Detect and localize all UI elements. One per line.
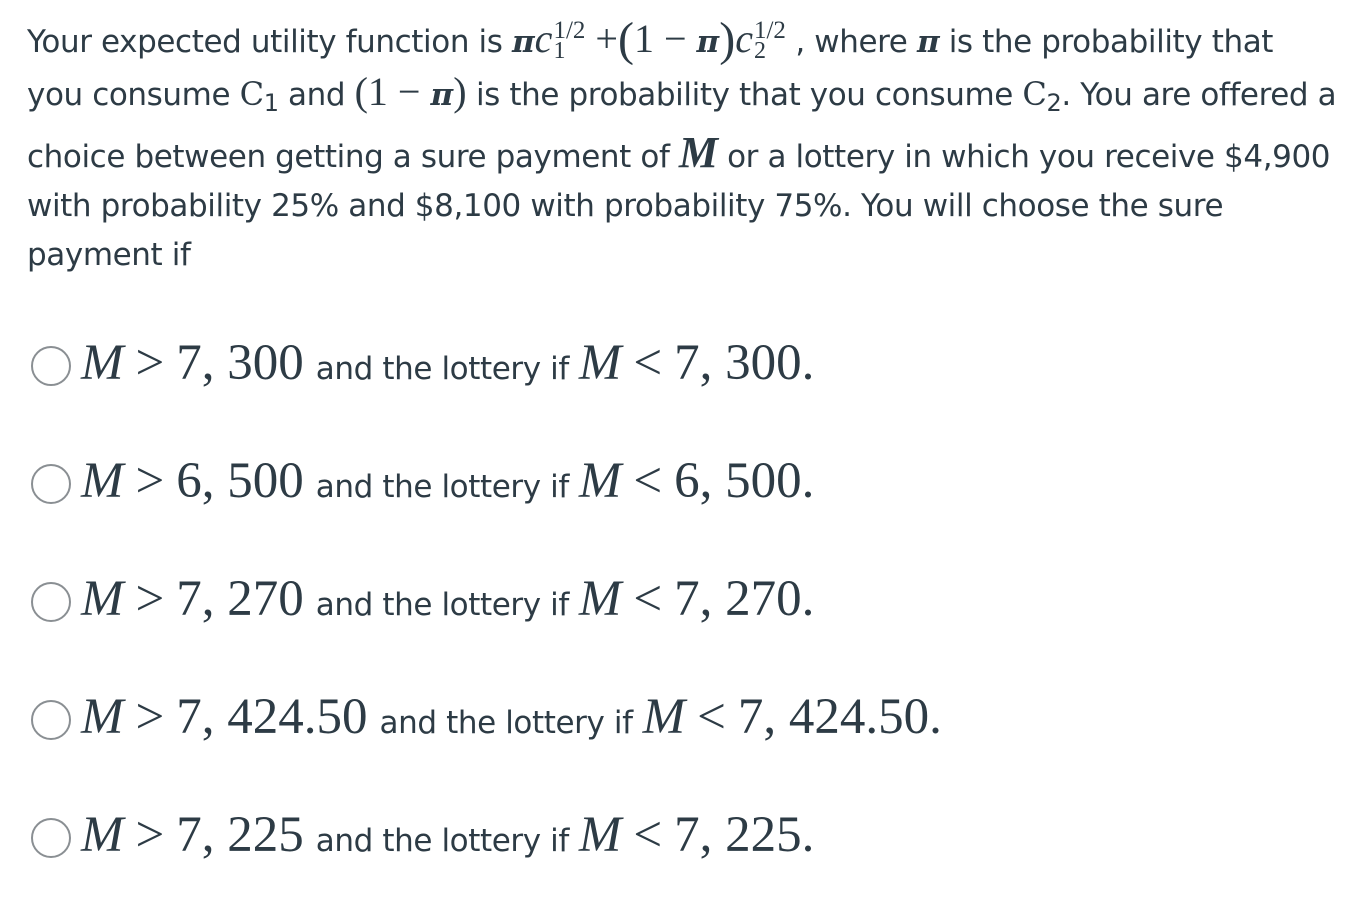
question-text: Your expected utility function is πc 1/2 1 +(1 − π)c 1/2 2 , where π is the probability that you consume $C_1$ and (1 − π) is the probability that you consume $C_2$. You are offered a choice between getting a sure payment of M or a lottery in which you receive $4,900 with probability 25% and $8,100 with probability 75%. You will choose the sure payment if — [27, 13, 1337, 273]
option-label: M > 7, 424.50 and the lottery if M < 7, 424.50. — [81, 689, 942, 745]
option-label: M > 6, 500 and the lottery if M < 6, 500. — [81, 453, 815, 509]
c1-symbol: $C_1$ — [239, 75, 279, 117]
radio-button[interactable] — [31, 464, 71, 504]
radio-button[interactable] — [31, 818, 71, 858]
radio-button[interactable] — [31, 700, 71, 740]
answer-option[interactable] — [31, 806, 942, 924]
answer-options — [31, 334, 942, 924]
option-label: M > 7, 225 and the lottery if M < 7, 225. — [81, 807, 815, 863]
c2-symbol: $C_2$ — [1022, 75, 1062, 117]
m-symbol: M — [678, 128, 718, 177]
answer-option[interactable] — [31, 452, 942, 570]
answer-option[interactable] — [31, 570, 942, 688]
answer-option[interactable] — [31, 688, 942, 806]
complement-probability: (1 − π) — [354, 69, 467, 114]
option-label: M > 7, 300 and the lottery if M < 7, 300. — [81, 335, 815, 391]
question-intro: Your expected utility function is — [27, 24, 512, 60]
answer-option[interactable] — [31, 334, 942, 452]
option-label: M > 7, 270 and the lottery if M < 7, 270. — [81, 571, 815, 627]
radio-button[interactable] — [31, 582, 71, 622]
utility-formula: πc 1/2 1 +(1 − π)c 1/2 2 — [511, 13, 786, 66]
radio-button[interactable] — [31, 346, 71, 386]
